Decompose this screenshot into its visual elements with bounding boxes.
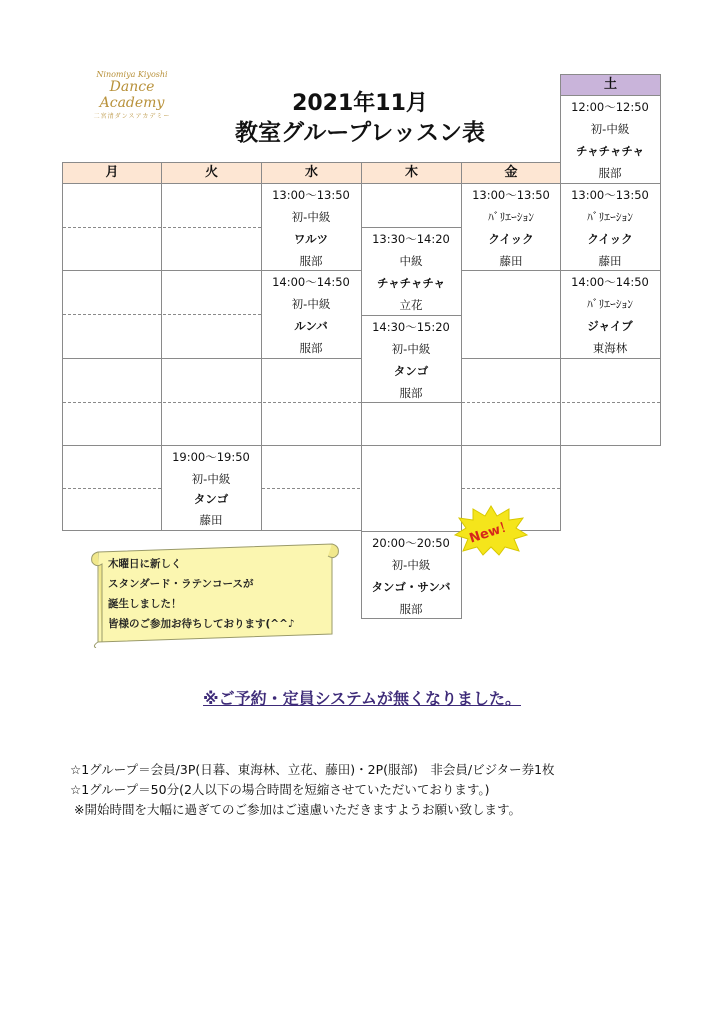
lesson-time: 13:00～13:50 (571, 188, 649, 202)
divider (462, 402, 660, 403)
lesson-teacher: 藤田 (199, 513, 223, 527)
lesson-teacher: 服部 (598, 166, 622, 180)
lesson-level: 初-中級 (391, 342, 431, 356)
lesson-teacher: 服部 (399, 386, 423, 400)
lesson-teacher: 東海林 (592, 341, 628, 355)
announcement-line: 皆様のご参加お待ちしております(^^♪ (108, 618, 295, 630)
announcement-line: 誕生しました！ (108, 598, 182, 610)
divider (262, 488, 360, 489)
logo-academy: Dance Academy (99, 79, 165, 111)
lesson-time: 20:00～20:50 (372, 536, 450, 550)
divider (462, 488, 560, 489)
lesson-dance: チャチャチャ (377, 276, 445, 290)
header-mon: 月 (62, 162, 162, 184)
header-tue: 火 (161, 162, 262, 184)
lesson-level: ﾊﾞﾘｴｰｼｮﾝ (587, 297, 633, 311)
lesson-teacher: 服部 (399, 602, 423, 616)
footer-note-2: ☆1グループ＝50分(2人以下の場合時間を短縮させていただいております。) (70, 782, 490, 797)
thu-block-1 (361, 183, 462, 228)
lesson-dance: クイック (587, 232, 633, 246)
lesson-dance: クイック (488, 232, 534, 246)
logo-name: Ninomiya Kiyoshi (96, 70, 168, 79)
lesson-time: 14:30～15:20 (372, 320, 450, 334)
header-sat: 土 (560, 74, 661, 96)
notice (0, 686, 724, 709)
new-badge-icon (453, 504, 529, 556)
lesson-time: 13:00～13:50 (272, 188, 350, 202)
lesson-teacher: 服部 (299, 254, 323, 268)
academy-logo (82, 70, 182, 120)
divider (63, 488, 161, 489)
lesson-time: 14:00～14:50 (571, 275, 649, 289)
divider (63, 227, 261, 228)
lesson-level: 初-中級 (291, 297, 331, 311)
lesson-dance: チャチャチャ (576, 144, 644, 158)
logo-subtitle: 二宮清ダンスアカデミー (93, 113, 171, 120)
lesson-level: ﾊﾞﾘｴｰｼｮﾝ (488, 210, 534, 224)
lesson-level: 初-中級 (291, 210, 331, 224)
new-badge-text: New！ (467, 518, 515, 547)
notice-text: ※ご予約・定員システムが無くなりました。 (203, 689, 521, 708)
lesson-time: 19:00～19:50 (172, 450, 250, 464)
lesson-dance: ジャイブ (587, 319, 633, 333)
thu-block-4 (361, 402, 462, 446)
lesson-dance: タンゴ・サンバ (371, 580, 451, 594)
lesson-level: 初-中級 (191, 472, 231, 486)
lesson-dance: タンゴ (193, 492, 229, 506)
page-title: 教室グループレッスン表 (234, 120, 485, 146)
thu-block-5 (361, 445, 462, 532)
footer-note-1: ☆1グループ＝会員/3P(日暮、東海林、立花、藤田)・2P(服部) 非会員/ビジター券1枚 (70, 762, 555, 777)
footer-note-3: ※開始時間を大幅に過ぎてのご参加はご遠慮いただきますようお願い致します。 (74, 802, 521, 817)
announcement (108, 554, 338, 634)
lesson-teacher: 立花 (399, 298, 423, 312)
lesson-time: 13:00～13:50 (472, 188, 550, 202)
announcement-line: 木曜日に新しく (108, 558, 182, 570)
lesson-teacher: 服部 (299, 341, 323, 355)
lesson-dance: ルンバ (294, 319, 328, 333)
lesson-time: 13:30～14:20 (372, 232, 450, 246)
divider (63, 314, 261, 315)
fri-block-2 (461, 270, 561, 359)
divider (63, 402, 361, 403)
title-month: 2021年11月 (292, 91, 428, 116)
lesson-level: ﾊﾞﾘｴｰｼｮﾝ (587, 210, 633, 224)
header-wed: 水 (261, 162, 362, 184)
lesson-dance: ワルツ (293, 232, 329, 246)
lesson-level: 初-中級 (590, 122, 630, 136)
lesson-dance: タンゴ (393, 364, 429, 378)
lesson-level: 初-中級 (391, 558, 431, 572)
lesson-teacher: 藤田 (598, 254, 622, 268)
header-fri: 金 (461, 162, 561, 184)
announcement-line: スタンダード・ラテンコースが (108, 578, 254, 590)
lesson-time: 14:00～14:50 (272, 275, 350, 289)
lesson-teacher: 藤田 (499, 254, 523, 268)
lesson-time: 12:00～12:50 (571, 100, 649, 114)
lesson-level: 中級 (399, 254, 423, 268)
header-thu: 木 (361, 162, 462, 184)
